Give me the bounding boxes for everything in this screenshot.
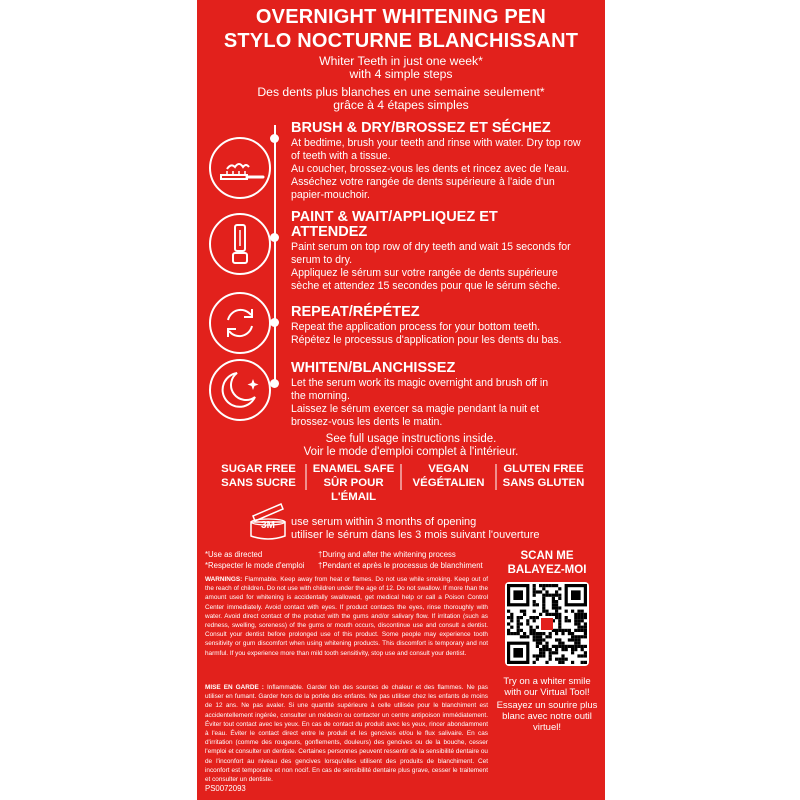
mise-en-garde-label: MISE EN GARDE : bbox=[205, 684, 264, 691]
virtual-tool-en: Try on a whiter smile with our Virtual Tool! bbox=[503, 676, 591, 698]
claim-sans-sucre: SANS SUCRE bbox=[221, 477, 296, 489]
step-3-line: Répétez le processus d'application pour les dents du bas. bbox=[291, 334, 562, 346]
step-4-line: the morning. bbox=[291, 390, 350, 402]
title-en: OVERNIGHT WHITENING PEN bbox=[255, 6, 547, 28]
step-4-line: Laissez le sérum exercer sa magie pendant la nuit et bbox=[291, 403, 539, 415]
toothbrush-icon bbox=[207, 135, 273, 201]
step-1-line: papier-mouchoir. bbox=[291, 189, 370, 201]
timeline-line bbox=[274, 125, 276, 385]
repeat-icon bbox=[207, 290, 273, 356]
claim-enamel-safe: ENAMEL SAFE bbox=[312, 463, 395, 475]
product-code: PS0072093 bbox=[205, 784, 246, 793]
scan-me-en: SCAN ME bbox=[520, 550, 574, 562]
title-fr: STYLO NOCTURNE BLANCHISSANT bbox=[223, 30, 579, 52]
step-2-line: sèche et attendez 15 secondes pour que le sérum sèche. bbox=[291, 280, 561, 292]
footnote-dagger-fr: †Pendant et après le processus de blanchiment bbox=[318, 561, 483, 570]
pen-icon bbox=[207, 211, 273, 277]
claim-sans-gluten: SANS GLUTEN bbox=[502, 477, 585, 489]
claim-vegan: VEGAN bbox=[428, 463, 469, 475]
usage-note-fr: Voir le mode d'emploi complet à l'intérieur. bbox=[303, 446, 519, 458]
claims-block bbox=[211, 462, 591, 504]
claim-vegetalien: VÉGÉTALIEN bbox=[412, 477, 485, 489]
step-1-line: of teeth with a tissue. bbox=[291, 150, 391, 162]
footnote-dagger-en: †During and after the whitening process bbox=[318, 550, 456, 559]
claim-dividers bbox=[211, 462, 591, 492]
package-panel bbox=[197, 0, 605, 800]
step-4-line: Let the serum work its magic overnight and brush off in bbox=[291, 377, 549, 389]
claim-gluten-free: GLUTEN FREE bbox=[503, 463, 584, 475]
footnote-star-en: *Use as directed bbox=[205, 550, 263, 559]
virtual-tool-fr: Essayez un sourire plus blanc avec notre outil virtuel! bbox=[496, 700, 598, 733]
step-2-heading: PAINT & WAIT/APPLIQUEZ ET bbox=[291, 209, 498, 225]
step-4-line: brossez-vous les dents le matin. bbox=[291, 416, 443, 428]
pao-label: 3M bbox=[261, 520, 275, 531]
step-1-line: At bedtime, brush your teeth and rinse with water. Dry top row bbox=[291, 137, 581, 149]
warnings-text: Flammable. Keep away from heat or flames. Do not use while smoking. Keep out of the reach of children. Do not use with children under the age of 12. Do not swallow. If more than the amount used for whitening is accidentally swallowed, get medical help or call a Poison Control Center immediately. Avoid contact with eyes. If product contacts the eyes, rinse thoroughly with water. Avoid direct contact of the product with the gums and/or salivary flow. If irritation (such as redness, swelling, soreness) of the gums or mouth occurs, discontinue use and consult a dentist. Consult your dentist before prolonged use of this product. Some people may experience tooth sensitivity or gum discomfort when using whitening products. This discomfort is temporary and not harmful. If you experience more than mild tooth sensitivity, stop use and consult your dentist. bbox=[205, 576, 488, 657]
subtitle-fr-2: grâce à 4 étapes simples bbox=[333, 98, 469, 112]
step-2-line: Paint serum on top row of dry teeth and wait 15 seconds for bbox=[291, 241, 571, 253]
claim-sur-email: SÛR POUR L'ÉMAIL bbox=[323, 477, 384, 503]
warnings-block-en bbox=[205, 575, 488, 658]
step-1-line: Au coucher, brossez-vous les dents et rincez avec de l'eau. bbox=[291, 163, 570, 175]
warnings-label: WARNINGS: bbox=[205, 576, 243, 583]
step-4-heading: WHITEN/BLANCHISSEZ bbox=[291, 360, 456, 376]
subtitle-fr-1: Des dents plus blanches en une semaine seulement* bbox=[257, 85, 545, 99]
step-1-line: Asséchez votre rangée de dents supérieure à l'aide d'un bbox=[291, 176, 555, 188]
moon-icon bbox=[207, 357, 273, 423]
warnings-block-fr bbox=[205, 683, 488, 784]
pao-text-en: use serum within 3 months of opening bbox=[291, 516, 477, 528]
step-2-heading-cont: ATTENDEZ bbox=[291, 224, 368, 240]
step-2-line: Appliquez le sérum sur votre rangée de dents supérieure bbox=[291, 267, 558, 279]
step-3-line: Repeat the application process for your bottom teeth. bbox=[291, 321, 541, 333]
claim-sugar-free: SUGAR FREE bbox=[221, 463, 296, 475]
pao-text-fr: utiliser le sérum dans les 3 mois suivant l'ouverture bbox=[291, 529, 540, 541]
subtitle-en-2: with 4 simple steps bbox=[349, 67, 453, 81]
qr-code[interactable] bbox=[505, 582, 589, 666]
step-1-heading: BRUSH & DRY/BROSSEZ ET SÉCHEZ bbox=[291, 120, 551, 136]
subtitle-en-1: Whiter Teeth in just one week* bbox=[319, 54, 483, 68]
footnote-star-fr: *Respecter le mode d'emploi bbox=[205, 561, 305, 570]
scan-me-fr: BALAYEZ-MOI bbox=[507, 564, 587, 576]
step-2-line: serum to dry. bbox=[291, 254, 353, 266]
usage-note-en: See full usage instructions inside. bbox=[325, 433, 497, 445]
step-3-heading: REPEAT/RÉPÉTEZ bbox=[291, 304, 420, 320]
mise-en-garde-text: Inflammable. Garder loin des sources de chaleur et des flammes. Ne pas utiliser en fumant. Garder hors de la portée des enfants. Ne pas utiliser chez les enfants de moins de 12 ans. Ne pas avaler. Si une quantité supérieure à celle utilisée pour le blanchiment est accidentellement ingérée, consulter un médecin ou contacter un centre antipoison immédiatement. Éviter tout contact avec les yeux. En cas de contact du produit avec les yeux, rincer abondamment à l'eau. Éviter le contact direct entre le produit et les gencives et/ou le flux salivaire. En cas d'irritation (comme des rougeurs, gonflements, douleurs) des gencives ou de la bouche, cesser l'emploi et consulter un dentiste. Certaines personnes peuvent ressentir de la sensibilité dentaire ou de l'inconfort au niveau des gencives lorsqu'elles utilisent des produits de blanchiment. Cet inconfort est temporaire et non nocif. En cas de sensibilité dentaire plus grave, cesser le traitement et consulter un dentiste. bbox=[205, 684, 488, 784]
